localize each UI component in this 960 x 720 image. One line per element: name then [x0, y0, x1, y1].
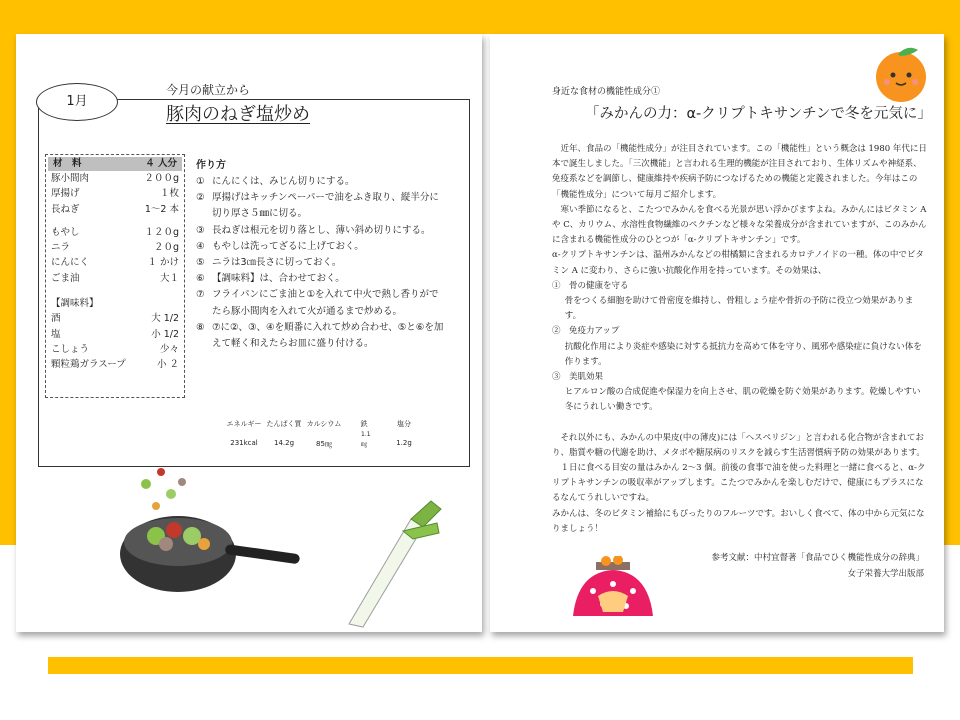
step-text: ⑦に②、③、④を順番に入れて炒め合わせ、⑤と⑥を加えて軽く和えたらお皿に盛り付ける。	[212, 321, 444, 350]
seasoning-label	[46, 296, 184, 311]
step-number: ⑤	[196, 257, 205, 269]
top-yellow-band	[0, 0, 960, 34]
seasoning-amount: 少々	[159, 343, 179, 355]
seasoning-row	[46, 327, 184, 342]
iron-value: 1.1	[361, 431, 371, 438]
seasoning-amount: 大 1/2	[151, 313, 179, 325]
recipe-subtitle: 今月の献立から	[166, 83, 251, 97]
nutrition-value: 1.2g	[396, 439, 412, 447]
ingredient-name: ニラ	[51, 242, 71, 254]
seasoning-name: 塩	[51, 328, 61, 340]
seasoning-amount: 小 1/2	[151, 328, 179, 340]
ingredient-amount: １ かけ	[147, 257, 179, 269]
kotatsu-illustration	[568, 556, 658, 622]
step-item	[196, 271, 446, 287]
ingredient-amount: 大１	[159, 272, 179, 284]
step-item	[196, 255, 446, 271]
seasoning-name: こしょう	[51, 343, 90, 355]
nutrition-label: 塩分	[397, 420, 411, 428]
effect-heading: ③ 美肌効果	[552, 372, 604, 383]
left-yellow-band	[0, 0, 16, 545]
article-title: 「みかんの力：α-クリプトキサンチンで冬を元気に」	[585, 106, 932, 122]
month-badge: 1月	[36, 83, 118, 121]
right-yellow-band	[944, 0, 960, 545]
step-item	[196, 239, 446, 255]
seasoning-label-text: 【調味料】	[51, 298, 99, 310]
wok-stir-fry-illustration	[116, 464, 306, 604]
step-number: ④	[196, 240, 205, 252]
mikan-orange-face-illustration	[868, 42, 934, 104]
seasoning-name: 酒	[51, 313, 61, 325]
step-number: ⑧	[196, 321, 205, 333]
ingredient-row	[46, 202, 184, 217]
reference-line-1: 参考文献：中村宜督著「食品でひく機能性成分の辞典」	[711, 553, 924, 563]
ingredient-row	[46, 255, 184, 270]
step-number: ②	[196, 192, 205, 204]
step-number: ⑦	[196, 289, 205, 301]
seasoning-amount: 小 ２	[156, 359, 179, 371]
spacer	[46, 286, 184, 296]
article-paragraph: みかんは、冬のビタミン補給にもぴったりのフルーツです。おいしく食べて、体の中から元気になりましょう！	[552, 508, 925, 534]
seasoning-name: 顆粒鶏ガラスープ	[51, 359, 126, 371]
seasoning-row	[46, 357, 184, 372]
effect-description: 抗酸化作用により炎症や感染に対する抵抗力を高めて体を守り、風邪や感染症に負けない体を作ります。	[564, 341, 922, 367]
effect-description: 骨をつくる細胞を助けて骨密度を維持し、骨粗しょう症や骨折の予防に役立つ効果があります。	[564, 296, 914, 322]
step-text: にんにくは、みじん切りにする。	[212, 176, 355, 187]
recipe-page	[16, 34, 482, 632]
steps-list	[196, 174, 446, 352]
ingredient-row	[46, 171, 184, 186]
ingredient-amount: 1～2 本	[144, 203, 179, 215]
nutrition-label: エネルギー	[226, 420, 262, 428]
ingredients-header-amount: ４ 人分	[145, 158, 177, 169]
ingredient-name: もやし	[51, 226, 80, 238]
spacer	[46, 217, 184, 225]
effect-heading: ② 免疫力アップ	[552, 326, 620, 337]
nutrition-label: たんぱく質	[266, 420, 302, 428]
step-item	[196, 174, 446, 190]
effect-heading: ① 骨の健康を守る	[552, 280, 629, 291]
step-number: ⑥	[196, 273, 205, 285]
step-item	[196, 320, 446, 352]
nutrition-value: 231kcal	[230, 439, 258, 447]
nutrition-table	[224, 419, 424, 449]
article-paragraph: それ以外にも、みかんの中果皮(中の薄皮)には「ヘスペリジン」と言われる化合物が含まれており、脂質や糖の代謝を助け、メタボや糖尿病のリスクを減らす生活習慣病予防の効果があります。	[552, 432, 925, 458]
ingredients-header	[48, 157, 182, 171]
reference-line-2: 女子栄養大学出版部	[847, 569, 924, 579]
nutrition-labels	[224, 419, 424, 429]
step-text: 厚揚げはキッチンペーパーで油をふき取り、縦半分に切り厚さ５㎜に切る。	[212, 192, 439, 220]
ingredient-row	[46, 186, 184, 201]
ingredient-name: 厚揚げ	[51, 188, 80, 200]
ingredient-amount: １枚	[159, 188, 179, 200]
step-number: ③	[196, 224, 205, 236]
nutrition-label: カルシウム	[306, 420, 342, 428]
article-paragraph: 近年、食品の「機能性成分」が注目されています。この「機能性」という概念は 1980 年代に日本で誕生しました。「三次機能」と言われる生理的機能が注目されており、生体リズムや神経系、免疫系などを調節し、健康維持や疾病予防につなげるための機能と定義されました。今年はこの「機能性成分」について毎月ご紹介します。	[552, 144, 927, 200]
nutrition-values	[224, 439, 424, 449]
step-number: ①	[196, 176, 205, 187]
step-text: フライパンにごま油と①を入れて中火で熱し香りがでたら豚小間肉を入れて火が通るまで炒める。	[212, 289, 439, 317]
ingredient-name: 長ねぎ	[51, 203, 80, 215]
step-item	[196, 287, 446, 319]
ingredient-row	[46, 240, 184, 255]
effect-description: ヒアルロン酸の合成促進や保湿力を向上させ、肌の乾燥を防ぐ効果があります。乾燥しやすい冬にうれしい働きです。	[564, 387, 921, 413]
step-text: もやしは洗ってざるに上げておく。	[212, 240, 364, 252]
article-subtitle: 身近な食材の機能性成分①	[552, 87, 661, 97]
ingredient-name: 豚小間肉	[51, 173, 90, 184]
bottom-yellow-bar	[48, 657, 913, 674]
step-item	[196, 190, 446, 222]
ingredient-row	[46, 225, 184, 240]
nutrition-value: 85㎎	[316, 440, 332, 448]
nutrition-label: 鉄	[360, 420, 368, 428]
ingredient-amount: ２０g	[153, 242, 179, 254]
ingredient-amount: １２０g	[144, 226, 179, 238]
ingredient-name: ごま油	[51, 272, 80, 284]
step-text: ニラは3㎝長さに切っておく。	[212, 257, 342, 269]
article-body	[552, 142, 927, 537]
nutrition-value: 14.2g	[273, 439, 295, 447]
article-page	[490, 34, 944, 632]
article-paragraph: １日に食べる目安の量はみかん 2～3 個。前後の食事で油を使った料理と一緒に食べると、α-クリプトキサンチンの吸収率がアップします。こたつでみかんを楽しむだけで、健康にもプラスになるなんてうれしいですね。	[552, 463, 926, 504]
step-item	[196, 223, 446, 239]
ingredients-header-name: 材 料	[53, 158, 82, 169]
ingredient-row	[46, 271, 184, 286]
article-paragraph: 寒い季節になると、こたつでみかんを食べる光景が思い浮かびますよね。みかんにはビタミン A や C、カリウム、水溶性食物繊維のペクチンなど様々な栄養成分が含まれていますが、このみかんに含まれる機能性成分のひとつが「α-クリプトキサンチン」です。	[552, 204, 927, 246]
article-paragraph: α-クリプトキサンチンは、温州みかんなどの柑橘類に含まれるカロテノイドの一種。体の中でビタミン A に変わり、さらに強い抗酸化作用を持っています。その効果は、	[552, 250, 924, 276]
green-onion-illustration	[341, 499, 451, 629]
spacer	[552, 416, 927, 431]
steps-title: 作り方	[196, 160, 226, 171]
step-text: 【調味料】は、合わせておく。	[212, 273, 345, 285]
seasoning-row	[46, 311, 184, 326]
step-text: 長ねぎは根元を切り落とし、薄い斜め切りにする。	[212, 224, 431, 236]
iron-unit: ㎎	[361, 441, 368, 448]
ingredients-box	[45, 154, 185, 398]
ingredient-name: にんにく	[51, 257, 90, 269]
seasoning-row	[46, 342, 184, 357]
dish-title: 豚肉のねぎ塩炒め	[166, 104, 310, 125]
ingredient-amount: ２００g	[144, 173, 179, 184]
